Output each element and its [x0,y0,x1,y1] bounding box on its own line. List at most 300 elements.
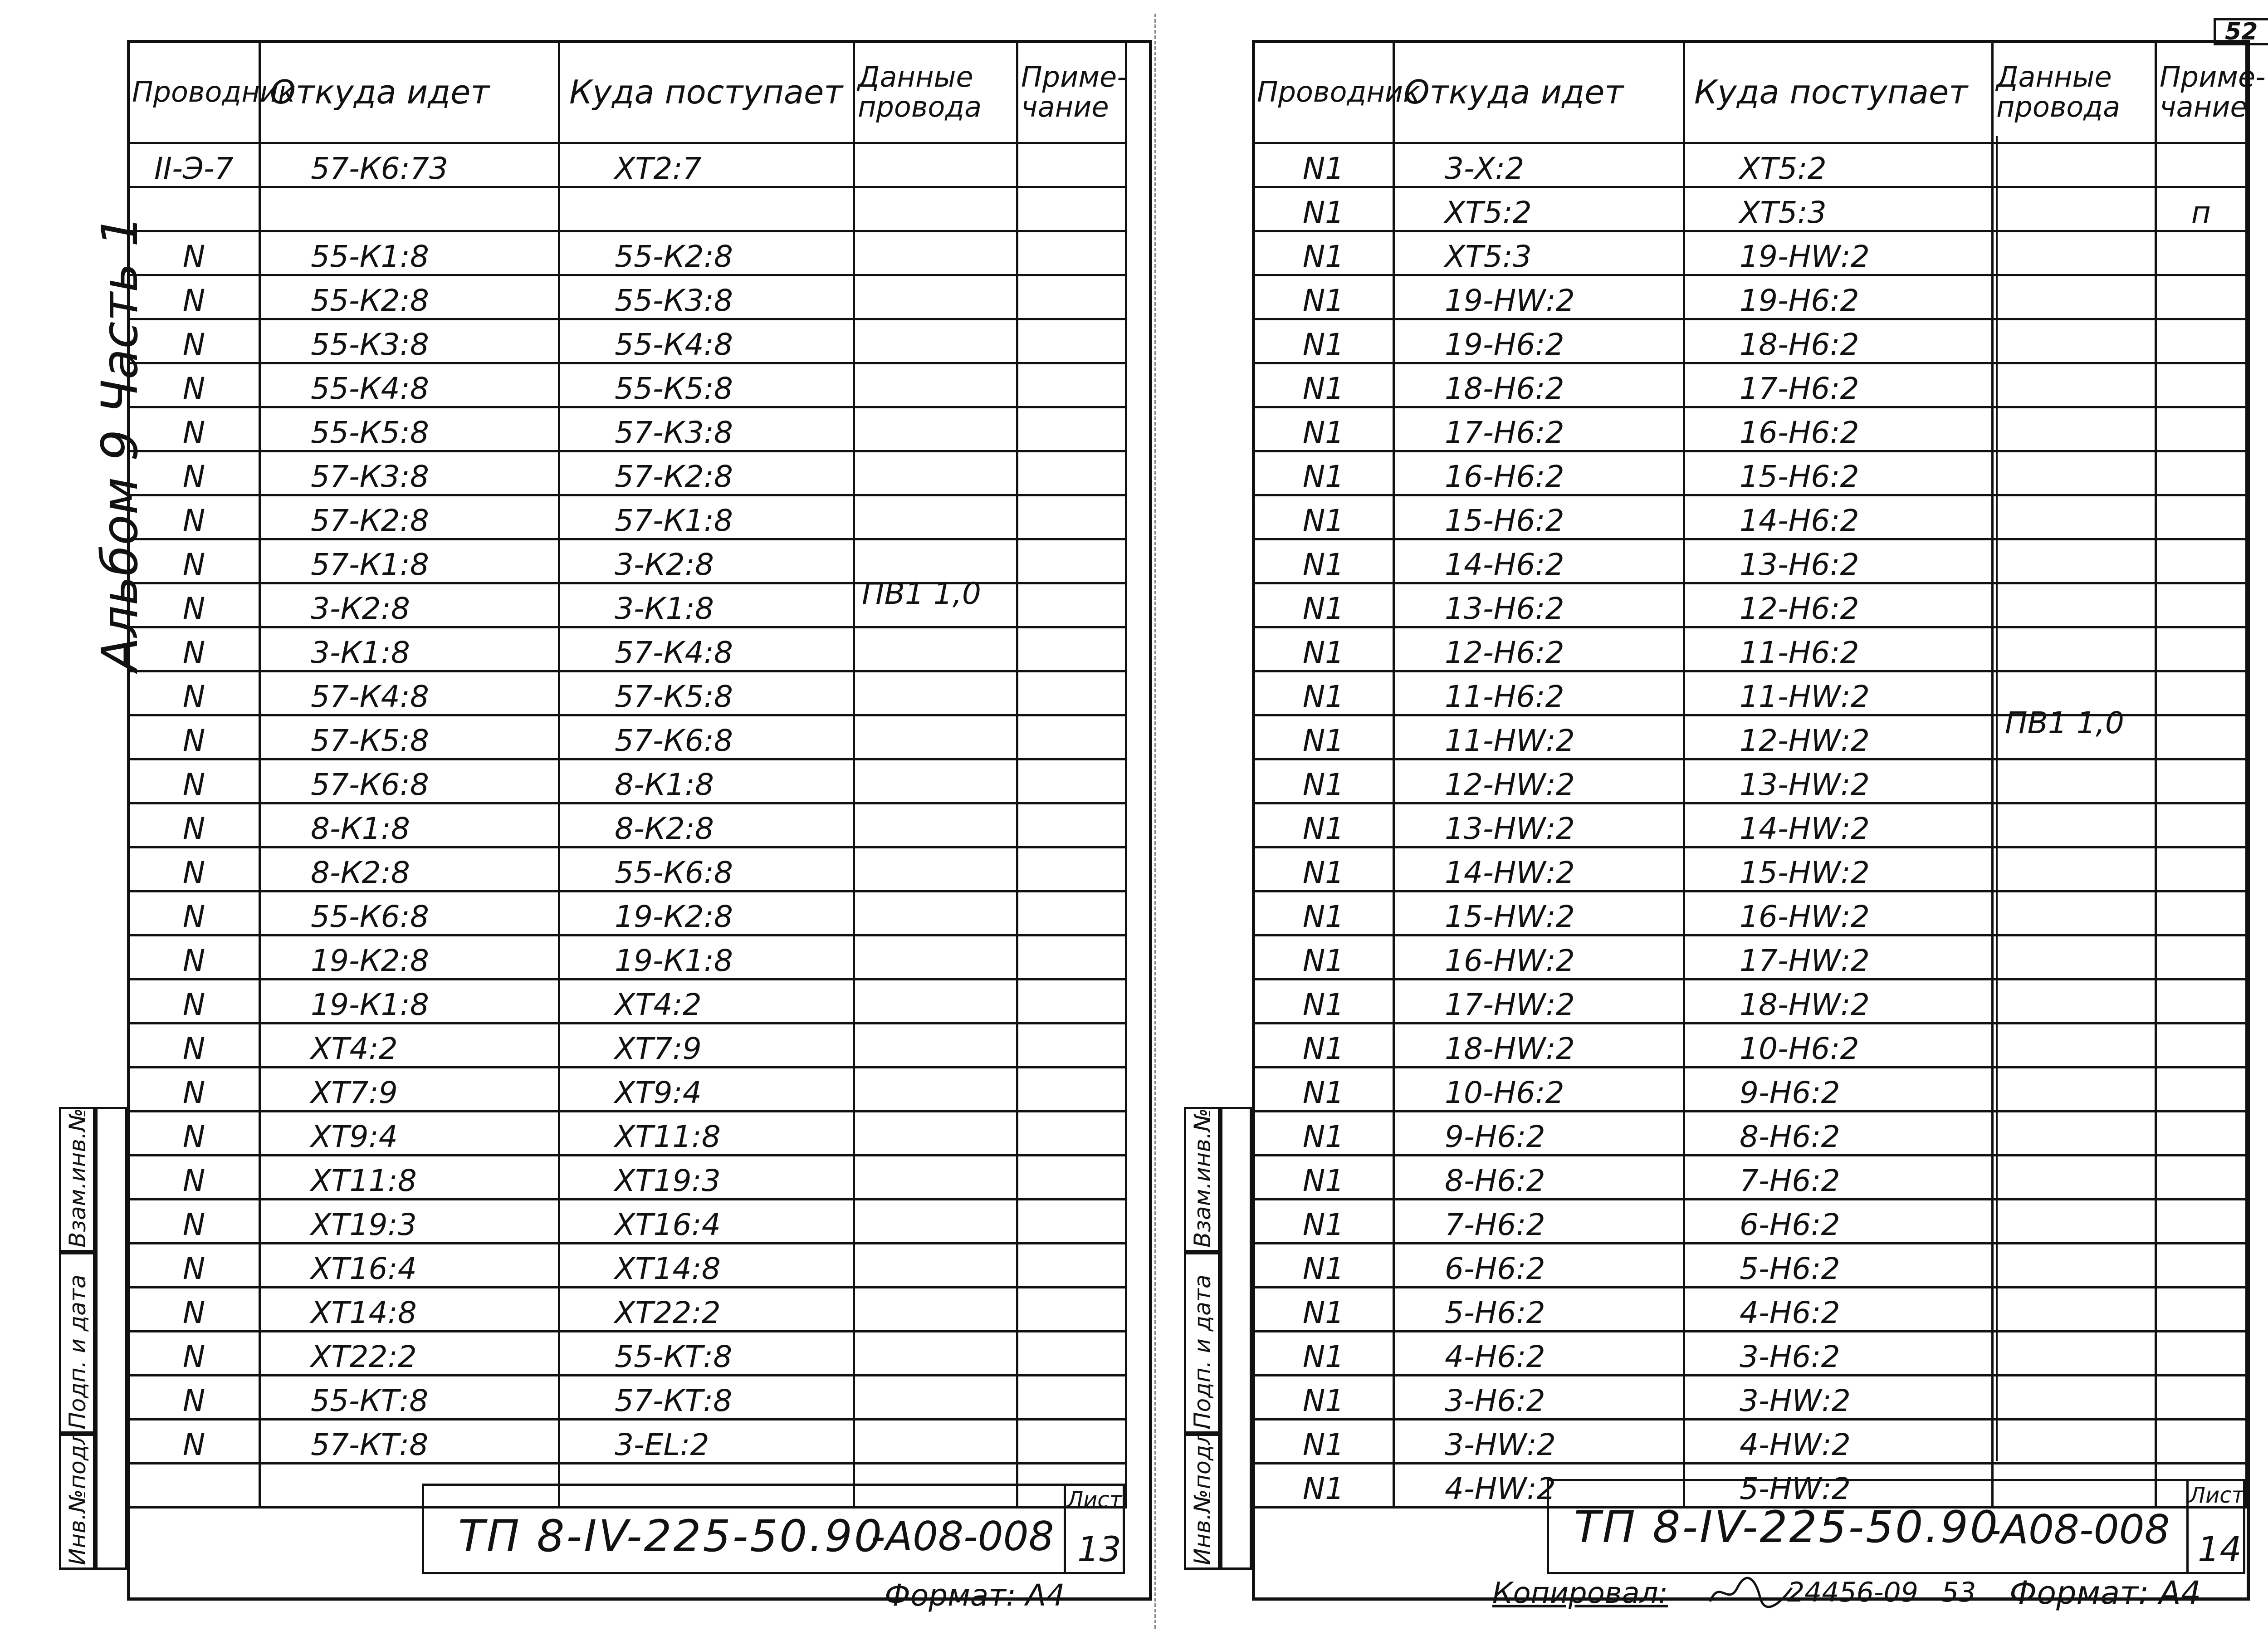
from-cell: 16-Н6:2 [1394,451,1684,495]
conductor-cell: N [128,583,260,627]
conductor-cell: N1 [1253,319,1394,363]
note-cell [1017,980,1126,1024]
from-cell: 3-К1:8 [260,627,559,671]
conductor-cell: N1 [1253,451,1394,495]
to-cell: 57-К3:8 [559,407,854,451]
table-row [1253,1200,2247,1244]
note-cell [2156,1420,2247,1464]
table-row [128,980,1126,1024]
from-cell: 57-К4:8 [260,671,559,715]
table-row [128,1376,1126,1420]
to-cell: ХТ16:4 [559,1200,854,1244]
right-stamp-podp-label: Подп. и дата [1189,1274,1216,1429]
from-cell: 55-К4:8 [260,363,559,407]
note-cell [2156,935,2247,980]
note-cell [2156,891,2247,935]
wire-data-cell [854,627,1017,671]
table-row [1253,1244,2247,1288]
from-cell: 57-КТ:8 [260,1420,559,1464]
from-cell: 17-НW:2 [1394,980,1684,1024]
wire-data-cell [1993,275,2156,319]
copy-page: 53 [1941,1577,1976,1608]
right-doc-suffix: -А08-008 [1987,1506,2170,1553]
to-cell: 55-КТ:8 [559,1332,854,1376]
conductor-cell: N1 [1253,495,1394,539]
right-connection-table [1252,40,2266,1509]
note-cell [2156,1068,2247,1112]
to-cell: ХТ9:4 [559,1068,854,1112]
wire-data-cell [854,847,1017,891]
note-cell [1017,759,1126,803]
to-cell: ХТ7:9 [559,1024,854,1068]
conductor-cell: N1 [1253,539,1394,583]
from-cell: 6-Н6:2 [1394,1244,1684,1288]
to-cell: ХТ2:7 [559,143,854,187]
note-cell [1017,1420,1126,1464]
right-stamp-inv-label: Инв.№подл. [1189,1423,1216,1565]
table-row [128,1112,1126,1156]
left-sheet-number: 13 [1077,1529,1121,1569]
conductor-cell: N1 [1253,1244,1394,1288]
to-cell: 4-Н6:2 [1684,1288,1993,1332]
from-cell: 7-Н6:2 [1394,1200,1684,1244]
conductor-cell: N1 [1253,1464,1394,1508]
conductor-cell: N [128,980,260,1024]
wire-data-cell [854,451,1017,495]
from-cell: 13-НW:2 [1394,803,1684,847]
conductor-cell: N [128,319,260,363]
wire-data-cell [1993,539,2156,583]
from-cell: 19-К1:8 [260,980,559,1024]
note-cell [2156,143,2247,187]
table-row [1253,539,2247,583]
table-row [1253,143,2247,187]
wire-data-cell [854,143,1017,187]
wire-data-cell [854,671,1017,715]
from-cell: 57-К2:8 [260,495,559,539]
left-stamp-col2 [95,1107,127,1570]
from-cell: 4-НW:2 [1394,1464,1684,1508]
right-sheet-label: Лист [2189,1483,2244,1508]
note-cell [2156,627,2247,671]
from-cell: 57-К5:8 [260,715,559,759]
to-cell: 14-Н6:2 [1684,495,1993,539]
conductor-cell: N [128,627,260,671]
wire-data-cell [854,1244,1017,1288]
conductor-cell: N [128,935,260,980]
wire-data-cell [1993,451,2156,495]
from-cell: 55-К5:8 [260,407,559,451]
note-cell [2156,583,2247,627]
wire-data-cell [854,1068,1017,1112]
from-cell: 55-К1:8 [260,231,559,275]
conductor-cell: N [128,715,260,759]
wire-data-cell [1993,231,2156,275]
to-cell: 13-Н6:2 [1684,539,1993,583]
to-cell: 7-Н6:2 [1684,1156,1993,1200]
right-format: Формат: А4 [2009,1574,2201,1611]
table-row [128,759,1126,803]
left-doc-suffix: -А08-008 [871,1513,1054,1560]
from-cell: 55-К2:8 [260,275,559,319]
conductor-cell: N1 [1253,407,1394,451]
note-cell [1017,407,1126,451]
conductor-cell: N1 [1253,231,1394,275]
wire-data-cell [854,891,1017,935]
table-row [1253,451,2247,495]
wire-data-cell [1993,935,2156,980]
from-cell: 8-Н6:2 [1394,1156,1684,1200]
conductor-cell: N [128,891,260,935]
table-row [1253,980,2247,1024]
to-cell: 8-К1:8 [559,759,854,803]
table-row [1253,935,2247,980]
table-row [128,891,1126,935]
table-row [128,715,1126,759]
note-cell [1017,1112,1126,1156]
wire-data-cell [854,231,1017,275]
wire-data-cell [854,715,1017,759]
conductor-cell: N1 [1253,363,1394,407]
wire-data-cell [1993,1200,2156,1244]
conductor-cell: N1 [1253,1112,1394,1156]
wire-data-cell [1993,319,2156,363]
table-row [1253,583,2247,627]
note-cell [2156,407,2247,451]
wire-data-cell [854,1332,1017,1376]
note-cell [2156,759,2247,803]
wire-data-cell [854,1376,1017,1420]
wire-data-cell [1993,1024,2156,1068]
wire-data-cell [854,1024,1017,1068]
table-row [128,847,1126,891]
note-cell [1017,143,1126,187]
table-row [128,363,1126,407]
table-row [128,1332,1126,1376]
header-note: Приме- чание [2156,41,2247,143]
wire-data-cell [1993,1156,2156,1200]
wire-data-cell [854,363,1017,407]
from-cell: 57-К6:8 [260,759,559,803]
to-cell: 55-К6:8 [559,847,854,891]
from-cell: 11-НW:2 [1394,715,1684,759]
to-cell: 55-К3:8 [559,275,854,319]
note-cell [1017,539,1126,583]
to-cell: 55-К2:8 [559,231,854,275]
table-row [1253,495,2247,539]
note-cell [2156,539,2247,583]
copy-number: 24456-09 [1787,1577,1918,1608]
conductor-cell: N [128,539,260,583]
table-row [128,231,1126,275]
table-row [128,143,1126,187]
from-cell: 14-Н6:2 [1394,539,1684,583]
to-cell: ХТ19:3 [559,1156,854,1200]
to-cell: 13-НW:2 [1684,759,1993,803]
to-cell: 3-К1:8 [559,583,854,627]
table-row [1253,363,2247,407]
table-row [128,187,1126,231]
to-cell: ХТ11:8 [559,1112,854,1156]
right-wire-type: ПВ1 1,0 [2005,705,2124,740]
wire-data-cell [1993,980,2156,1024]
left-format: Формат: А4 [885,1578,1066,1613]
note-cell [2156,1244,2247,1288]
note-cell [1017,1332,1126,1376]
conductor-cell: N1 [1253,1288,1394,1332]
from-cell: 55-КТ:8 [260,1376,559,1420]
album-label: Альбом 9 Часть 1 [91,215,149,671]
header-to: Куда поступает [559,41,854,143]
table-row [1253,1288,2247,1332]
conductor-cell: N1 [1253,847,1394,891]
note-cell [1017,627,1126,671]
conductor-cell: N [128,407,260,451]
wire-data-cell [854,407,1017,451]
table-row [128,1156,1126,1200]
wire-data-cell [1993,1420,2156,1464]
conductor-cell: N1 [1253,187,1394,231]
right-sheet-number: 14 [2198,1529,2242,1569]
conductor-cell: N [128,1288,260,1332]
note-cell [1017,891,1126,935]
table-row [1253,187,2247,231]
from-cell: 11-Н6:2 [1394,671,1684,715]
to-cell: 12-НW:2 [1684,715,1993,759]
wire-data-cell [1993,1112,2156,1156]
to-cell: 55-К5:8 [559,363,854,407]
to-cell: 3-Н6:2 [1684,1332,1993,1376]
header-note: Приме- чание [1017,41,1126,143]
to-cell: 15-НW:2 [1684,847,1993,891]
table-row [1253,1068,2247,1112]
to-cell: ХТ22:2 [559,1288,854,1332]
wire-data-cell [854,980,1017,1024]
wire-data-cell [854,187,1017,231]
conductor-cell: N [128,1068,260,1112]
table-row [128,407,1126,451]
to-cell: 5-Н6:2 [1684,1244,1993,1288]
note-cell [2156,803,2247,847]
table-row [1253,319,2247,363]
note-cell [1017,187,1126,231]
table-row [128,1024,1126,1068]
wire-data-cell [1993,759,2156,803]
right-stamp-vzam-label: Взам.инв.№ [1189,1108,1216,1248]
to-cell: 11-НW:2 [1684,671,1993,715]
from-cell: 4-Н6:2 [1394,1332,1684,1376]
to-cell: 19-НW:2 [1684,231,1993,275]
left-stamp-inv-label: Инв.№подл. [64,1423,91,1565]
note-cell [1017,1376,1126,1420]
from-cell: 57-К3:8 [260,451,559,495]
copier-signature [1706,1574,1796,1618]
conductor-cell: N [128,1376,260,1420]
wire-data-cell [1993,1376,2156,1420]
to-cell: 14-НW:2 [1684,803,1993,847]
wire-data-cell [1993,1244,2156,1288]
to-cell: 9-Н6:2 [1684,1068,1993,1112]
conductor-cell [128,187,260,231]
wire-data-cell [854,275,1017,319]
note-cell [1017,319,1126,363]
to-cell: 15-Н6:2 [1684,451,1993,495]
wire-data-cell [1993,847,2156,891]
conductor-cell: N1 [1253,1376,1394,1420]
from-cell: 16-НW:2 [1394,935,1684,980]
note-cell [2156,495,2247,539]
header-to: Куда поступает [1684,41,1993,143]
conductor-cell: N [128,363,260,407]
note-cell [1017,451,1126,495]
note-cell [1017,715,1126,759]
note-cell [1017,1068,1126,1112]
note-cell [2156,1024,2247,1068]
note-cell [2156,319,2247,363]
table-row [1253,275,2247,319]
from-cell: ХТ4:2 [260,1024,559,1068]
to-cell: ХТ5:3 [1684,187,1993,231]
to-cell: 19-К2:8 [559,891,854,935]
wire-data-cell [1993,407,2156,451]
from-cell: ХТ11:8 [260,1156,559,1200]
table-row [1253,407,2247,451]
table-row [1253,1376,2247,1420]
conductor-cell: N1 [1253,1332,1394,1376]
table-row [1253,1420,2247,1464]
note-cell [1017,803,1126,847]
header-wire-data: Данные провода [1993,41,2156,143]
table-row [128,1200,1126,1244]
conductor-cell: N1 [1253,759,1394,803]
note-cell [2156,1200,2247,1244]
wire-data-cell [854,1420,1017,1464]
note-cell [1017,495,1126,539]
note-cell [2156,1156,2247,1200]
note-cell [1017,1200,1126,1244]
from-cell: ХТ22:2 [260,1332,559,1376]
note-cell [1017,1288,1126,1332]
wire-data-cell [854,935,1017,980]
from-cell: ХТ5:3 [1394,231,1684,275]
from-cell: 57-К6:73 [260,143,559,187]
conductor-cell: N1 [1253,583,1394,627]
header-conductor: Проводник [128,41,260,143]
wire-data-cell [1993,363,2156,407]
conductor-cell: N [128,1420,260,1464]
table-row [1253,1332,2247,1376]
conductor-cell: N1 [1253,1156,1394,1200]
to-cell: 16-НW:2 [1684,891,1993,935]
note-cell [1017,847,1126,891]
table-row [1253,891,2247,935]
from-cell: ХТ19:3 [260,1200,559,1244]
table-row [1253,1156,2247,1200]
note-cell [2156,1332,2247,1376]
conductor-cell: N [128,451,260,495]
table-row [128,451,1126,495]
from-cell: 19-Н6:2 [1394,319,1684,363]
wire-data-cell [1993,1332,2156,1376]
left-doc-code: ТП 8-IV-225-50.90 [458,1511,884,1562]
to-cell: 4-НW:2 [1684,1420,1993,1464]
conductor-cell: N [128,847,260,891]
from-cell: 19-К2:8 [260,935,559,980]
to-cell: 17-НW:2 [1684,935,1993,980]
wire-data-cell [854,1156,1017,1200]
from-cell: 13-Н6:2 [1394,583,1684,627]
from-cell: ХТ14:8 [260,1288,559,1332]
conductor-cell: N [128,1200,260,1244]
conductor-cell [128,1464,260,1508]
table-row [128,627,1126,671]
from-cell: 10-Н6:2 [1394,1068,1684,1112]
to-cell: ХТ14:8 [559,1244,854,1288]
from-cell: 55-К6:8 [260,891,559,935]
from-cell: 19-НW:2 [1394,275,1684,319]
to-cell: 12-Н6:2 [1684,583,1993,627]
wire-data-cell [1993,1068,2156,1112]
conductor-cell: N1 [1253,275,1394,319]
wire-data-cell [854,1288,1017,1332]
page-number: 52 [2225,18,2258,45]
note-cell [1017,1024,1126,1068]
to-cell: 19-Н6:2 [1684,275,1993,319]
copied-by-label: Копировал: [1492,1577,1668,1610]
from-cell: ХТ5:2 [1394,187,1684,231]
conductor-cell: N1 [1253,1068,1394,1112]
left-stamp-vzam-label: Взам.инв.№ [64,1108,91,1248]
from-cell [260,187,559,231]
to-cell: 5-НW:2 [1684,1464,1993,1508]
from-cell: 14-НW:2 [1394,847,1684,891]
from-cell: ХТ16:4 [260,1244,559,1288]
left-stamp-podp-label: Подп. и дата [64,1274,91,1429]
from-cell: 55-К3:8 [260,319,559,363]
conductor-cell: N [128,1156,260,1200]
to-cell: 57-К2:8 [559,451,854,495]
conductor-cell: N1 [1253,891,1394,935]
right-doc-code: ТП 8-IV-225-50.90 [1574,1502,2000,1553]
conductor-cell: N [128,671,260,715]
from-cell: ХТ9:4 [260,1112,559,1156]
from-cell: ХТ7:9 [260,1068,559,1112]
from-cell: 15-НW:2 [1394,891,1684,935]
conductor-cell: N1 [1253,1420,1394,1464]
to-cell: 3-К2:8 [559,539,854,583]
to-cell: 16-Н6:2 [1684,407,1993,451]
from-cell: 3-К2:8 [260,583,559,627]
wire-data-cell [854,803,1017,847]
note-cell [1017,275,1126,319]
table-row [128,803,1126,847]
header-from: Откуда идет [1394,41,1684,143]
left-sheet-label: Лист [1067,1487,1122,1513]
table-row [1253,847,2247,891]
wire-data-cell [1993,627,2156,671]
from-cell: 57-К1:8 [260,539,559,583]
table-row [128,671,1126,715]
wire-data-cell [1993,495,2156,539]
note-cell [2156,715,2247,759]
table-row [128,1068,1126,1112]
from-cell: 8-К2:8 [260,847,559,891]
conductor-cell: N1 [1253,143,1394,187]
header-from: Откуда идет [260,41,559,143]
note-cell: п [2156,187,2247,231]
table-row [128,1288,1126,1332]
to-cell: 3-EL:2 [559,1420,854,1464]
